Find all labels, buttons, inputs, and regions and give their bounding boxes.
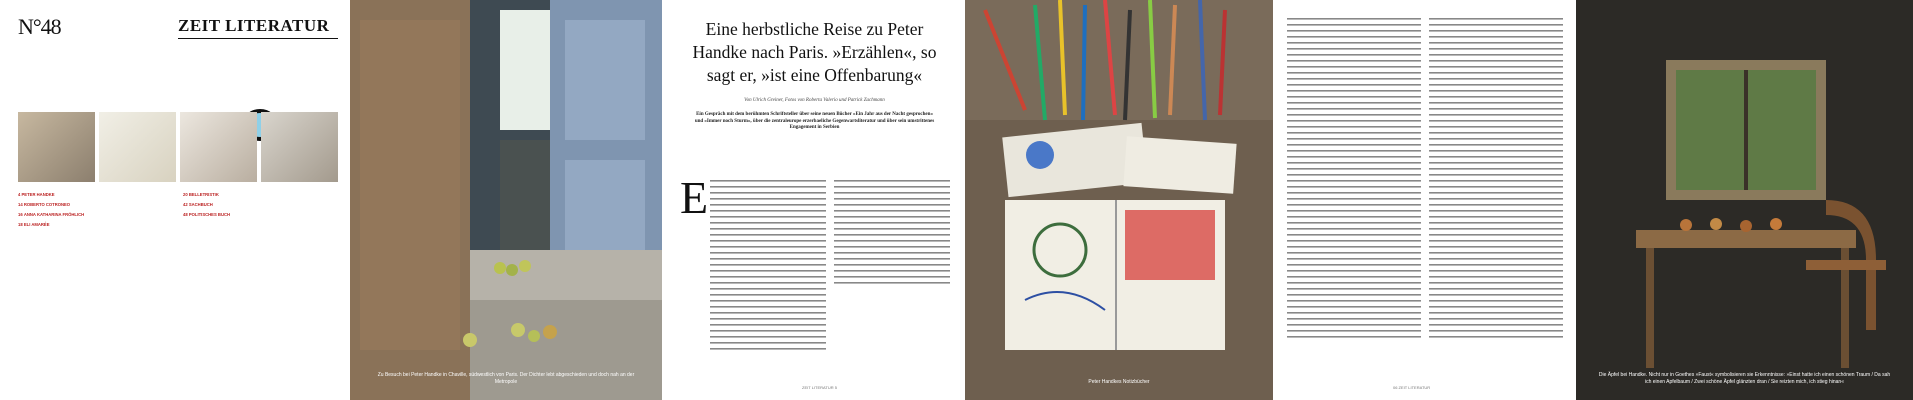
toc-column	[183, 192, 338, 232]
doorway-photo-page	[350, 0, 662, 400]
toc-item[interactable]: 14 ROBERTO COTRONEO	[18, 202, 71, 207]
window-photo	[1576, 0, 1913, 400]
notebooks-photo	[965, 0, 1273, 400]
text-column	[1287, 16, 1421, 368]
toc-item[interactable]: 18 ELI AMARÉE	[18, 222, 50, 227]
page-folio: ZEIT LITERATUR 5	[802, 385, 837, 390]
contents-page	[0, 0, 350, 400]
window-photo-page	[1576, 0, 1913, 400]
thumbnail-photo	[18, 112, 95, 182]
text-lines	[834, 178, 950, 358]
toc-item[interactable]: 16 ANNA KATHARINA FRÖHLICH	[18, 212, 85, 217]
thumbnail-photo	[180, 112, 257, 182]
thumbnail-photo	[99, 112, 176, 182]
article-opening-page	[662, 0, 965, 400]
article-byline: Von Ulrich Greiner, Fotos von Roberta Valerio und Patrick Zachmann	[744, 98, 885, 103]
article-continued-page	[1273, 0, 1576, 400]
thumbnail-photo	[261, 112, 338, 182]
toc-item[interactable]: 20 BELLETRISTIK	[183, 192, 219, 197]
masthead-rule	[178, 38, 338, 39]
photo-caption: Zu Besuch bei Peter Handke in Chaville, südwestlich von Paris. Der Dichter lebt abgeschieden und doch nah an der Metropole	[377, 372, 635, 385]
page-folio: 06 ZEIT LITERATUR	[1393, 385, 1431, 390]
drop-cap: E	[680, 172, 709, 223]
article-body	[1287, 16, 1563, 368]
text-lines	[710, 178, 826, 358]
photo-caption: Die Äpfel bei Handke. Nicht nur in Goethes »Faust« symbolisieren sie Erkenntnisse: »Einst hatte ich einen schönen Traum / Da sah ich einen Apfelbaum / Zwei schöne Äpfel glänzten dran / Sie reizten mich, ich stieg hinan«	[1598, 372, 1891, 385]
text-column	[834, 178, 950, 360]
toc-item[interactable]: 42 SACHBUCH	[183, 202, 213, 207]
notebooks-photo-page	[965, 0, 1273, 400]
text-lines	[1287, 16, 1421, 366]
article-intro: Ein Gespräch mit dem berühmten Schriftsteller über seine neuen Bücher »Ein Jahr aus der Nacht gesprochen« und »Immer noch Sturm«, über die zentraleurope erzerbaeliche Gegenwartsliteratur und über sein umstrittenes Engagement in Serbien	[694, 112, 935, 130]
issue-number: N°48	[18, 14, 61, 39]
toc-column	[18, 192, 173, 232]
toc-item[interactable]: 4 PETER HANDKE	[18, 192, 55, 197]
toc-item[interactable]: 48 POLITISCHES BUCH	[183, 212, 231, 217]
thumbnail-row	[18, 112, 338, 182]
photo-caption: Peter Handkes Notizbücher	[1088, 379, 1150, 385]
doorway-photo	[350, 0, 662, 400]
text-lines	[1429, 16, 1563, 366]
article-body	[680, 172, 950, 360]
article-headline: Eine herbstliche Reise zu Peter Handke nach Paris. »Erzählen«, so sagt er, »ist eine Offenbarung«	[692, 19, 937, 85]
text-column	[1429, 16, 1563, 368]
table-of-contents	[18, 192, 338, 232]
masthead: ZEIT LITERATUR	[178, 16, 330, 35]
